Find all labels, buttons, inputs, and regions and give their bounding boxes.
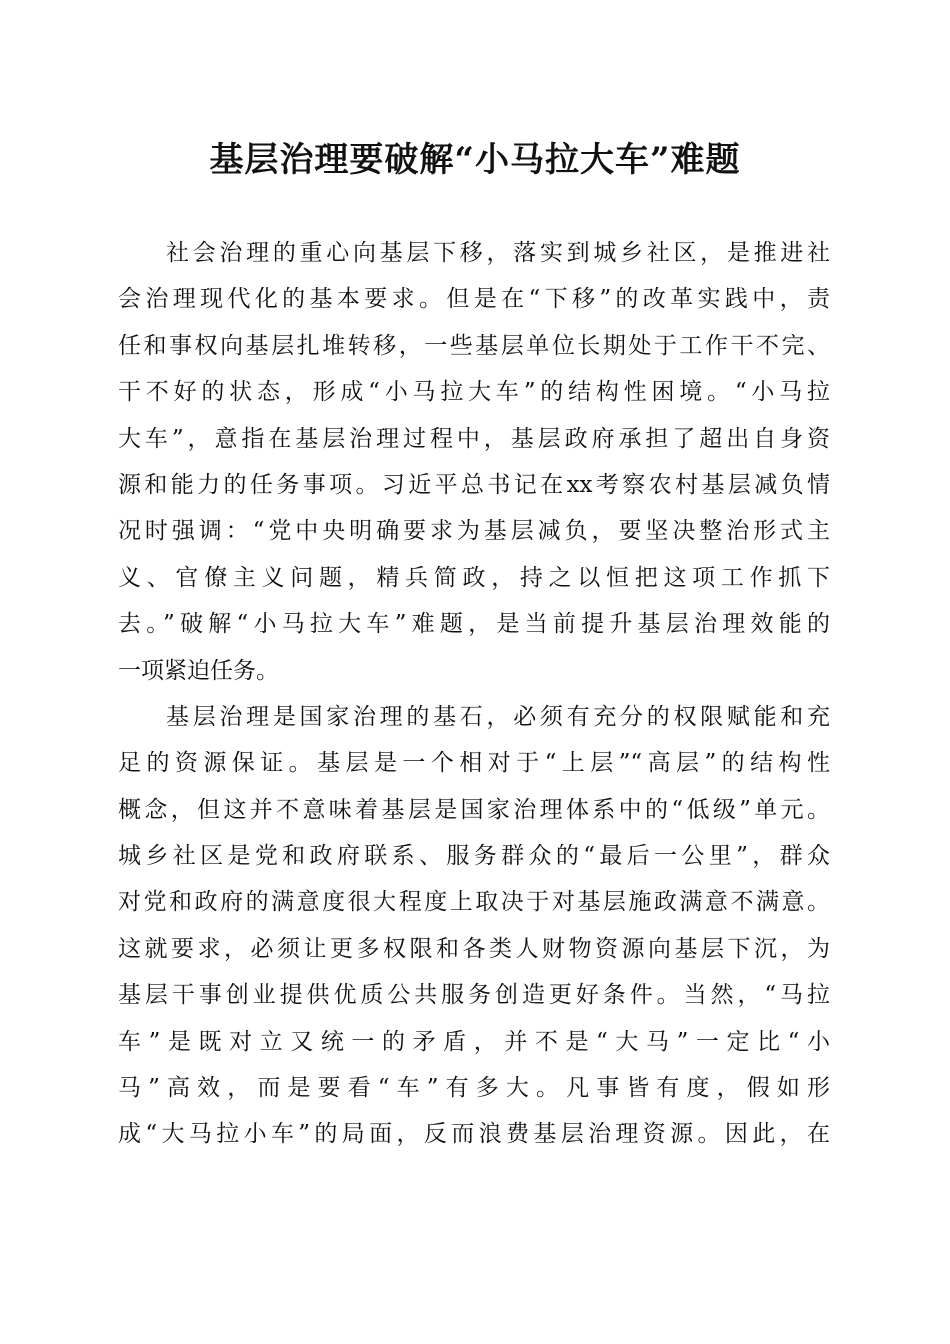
text-line: 基层治理是国家治理的基石，必须有充分的权限赋能和充 — [166, 703, 830, 730]
text-line: 源和能力的任务事项。习近平总书记在xx考察农村基层减负情 — [118, 471, 830, 498]
paragraph-1 — [118, 230, 830, 694]
text-line: 基层干事创业提供优质公共服务创造更好条件。当然，“马拉 — [118, 982, 830, 1009]
text-line: 城乡社区是党和政府联系、服务群众的“最后一公里”，群众 — [118, 843, 830, 870]
text-line: 一项紧迫任务。 — [118, 657, 279, 684]
text-line: 马”高效，而是要看“车”有多大。凡事皆有度，假如形 — [118, 1075, 830, 1102]
text-line: 概念，但这并不意味着基层是国家治理体系中的“低级”单元。 — [118, 796, 830, 823]
document-body — [118, 230, 830, 1158]
text-line: 去。”破解“小马拉大车”难题，是当前提升基层治理效能的 — [118, 611, 830, 638]
text-line: 大车”，意指在基层治理过程中，基层政府承担了超出自身资 — [118, 425, 830, 452]
text-line: 干不好的状态，形成“小马拉大车”的结构性困境。“小马拉 — [118, 379, 830, 406]
text-line: 对党和政府的满意度很大程度上取决于对基层施政满意不满意。 — [118, 889, 830, 916]
text-line: 这就要求，必须让更多权限和各类人财物资源向基层下沉，为 — [118, 935, 830, 962]
text-line: 车”是既对立又统一的矛盾，并不是“大马”一定比“小 — [118, 1028, 830, 1055]
text-line: 会治理现代化的基本要求。但是在“下移”的改革实践中，责 — [118, 286, 830, 313]
text-line: 社会治理的重心向基层下移，落实到城乡社区，是推进社 — [166, 240, 830, 266]
paragraph-2 — [118, 694, 830, 1158]
text-line: 况时强调：“党中央明确要求为基层减负，要坚决整治形式主 — [118, 518, 830, 545]
text-line: 任和事权向基层扎堆转移，一些基层单位长期处于工作干不完、 — [118, 332, 830, 359]
text-line: 成“大马拉小车”的局面，反而浪费基层治理资源。因此，在 — [118, 1121, 830, 1148]
text-line: 义、官僚主义问题，精兵简政，持之以恒把这项工作抓下 — [118, 564, 830, 591]
document-title: 基层治理要破解“小马拉大车”难题 — [209, 140, 741, 180]
text-line: 足的资源保证。基层是一个相对于“上层”“高层”的结构性 — [118, 750, 830, 777]
